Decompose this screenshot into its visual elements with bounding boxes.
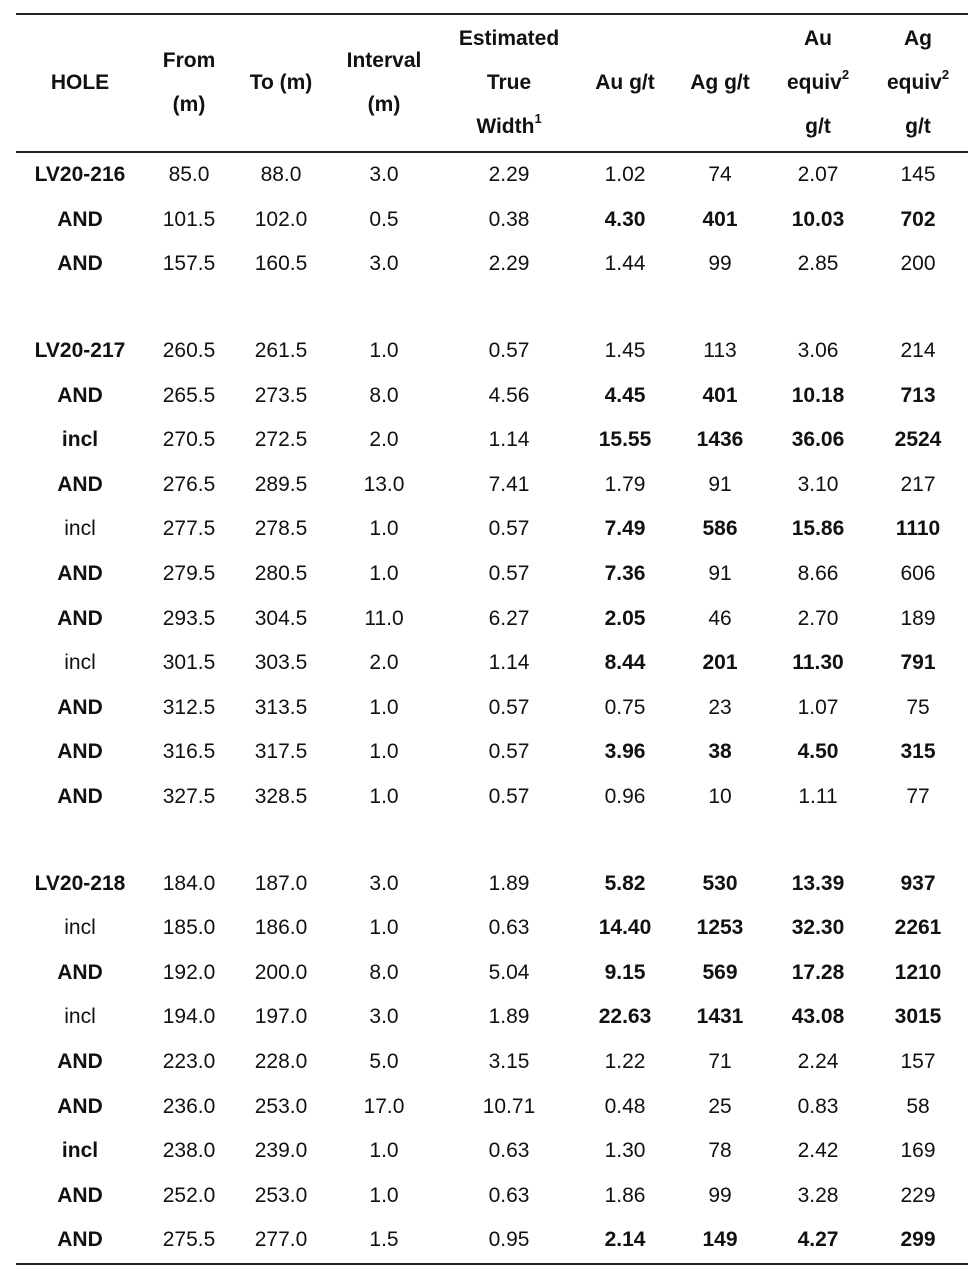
cell-ag-equiv: 315 [900,740,936,764]
cell-hole: AND [57,252,103,276]
cell-au-equiv: 2.85 [797,252,839,276]
table-row [16,1173,968,1218]
cell-hole: AND [57,1049,103,1073]
cell-au: 0.75 [604,695,646,719]
cell-interval: 1.0 [369,517,399,541]
cell-to: 289.5 [254,472,308,496]
cell-ag: 99 [708,1183,732,1207]
table-row [16,861,968,906]
cell-ag: 91 [708,472,732,496]
cell-from: 265.5 [162,383,216,407]
drill-results-table [16,13,968,1265]
cell-interval: 1.0 [369,1139,399,1163]
cell-hole: AND [57,472,103,496]
cell-interval: 2.0 [369,428,399,452]
spacer-row [16,819,968,861]
cell-to: 317.5 [254,740,308,764]
cell-to: 160.5 [254,252,308,276]
cell-au-equiv: 10.03 [791,207,845,231]
cell-au-equiv: 2.70 [797,606,839,630]
cell-interval: 1.0 [369,695,399,719]
cell-interval: 1.0 [369,740,399,764]
cell-ag: 401 [702,383,738,407]
cell-to: 253.0 [254,1183,308,1207]
cell-to: 313.5 [254,695,308,719]
cell-true-width: 7.41 [488,472,530,496]
cell-hole: incl [64,916,96,940]
cell-interval: 1.0 [369,562,399,586]
cell-true-width: 0.57 [488,517,530,541]
cell-hole: incl [64,1005,96,1029]
cell-true-width: 0.57 [488,339,530,363]
cell-from: 277.5 [162,517,216,541]
footnote-2-marker: 2 [941,67,950,82]
cell-ag-equiv: 713 [900,383,936,407]
cell-from: 185.0 [162,916,216,940]
cell-from: 236.0 [162,1094,216,1118]
cell-hole: AND [57,740,103,764]
spacer-cell [16,819,968,861]
cell-au-equiv: 36.06 [791,428,845,452]
cell-ag-equiv: 1110 [895,517,941,541]
cell-ag: 74 [708,163,732,187]
cell-ag-equiv: 58 [906,1094,930,1118]
cell-au-equiv: 2.07 [797,163,839,187]
table-row [16,329,968,374]
cell-interval: 3.0 [369,252,399,276]
cell-au-equiv: 0.83 [797,1094,839,1118]
cell-from: 279.5 [162,562,216,586]
cell-to: 261.5 [254,339,308,363]
cell-true-width: 0.63 [488,1139,530,1163]
cell-true-width: 1.14 [488,428,530,452]
cell-hole: LV20-218 [34,871,126,895]
cell-au-equiv: 1.07 [797,695,839,719]
cell-true-width: 1.14 [488,651,530,675]
cell-ag: 1253 [696,916,744,940]
cell-interval: 3.0 [369,1005,399,1029]
cell-from: 157.5 [162,252,216,276]
cell-au: 7.49 [604,517,646,541]
cell-interval: 8.0 [369,383,399,407]
table-row [16,373,968,418]
cell-au-equiv: 3.28 [797,1183,839,1207]
table-row [16,686,968,731]
cell-au: 0.48 [604,1094,646,1118]
cell-au-equiv: 1.11 [798,785,838,809]
cell-au: 0.96 [604,785,646,809]
cell-ag-equiv: 937 [900,871,936,895]
cell-true-width: 0.63 [488,1183,530,1207]
cell-ag: 25 [708,1094,732,1118]
cell-from: 312.5 [162,695,216,719]
cell-ag: 46 [708,606,732,630]
table-header [16,14,968,152]
header-au-equiv: Au equiv$^2$ g/t [768,14,868,152]
header-hole: HOLE [16,14,144,152]
cell-au: 1.44 [604,252,646,276]
cell-ag: 23 [708,695,732,719]
cell-ag: 1436 [696,428,744,452]
cell-au-equiv: 3.10 [797,472,839,496]
cell-ag-equiv: 2524 [894,428,942,452]
cell-true-width: 2.29 [488,252,530,276]
cell-interval: 11.0 [364,606,404,630]
cell-to: 277.0 [254,1228,308,1252]
cell-ag-equiv: 1210 [894,960,942,984]
cell-true-width: 0.57 [488,562,530,586]
cell-ag-equiv: 145 [900,163,936,187]
cell-hole: AND [57,562,103,586]
table-row [16,1040,968,1085]
cell-from: 301.5 [162,651,216,675]
cell-au: 1.79 [604,472,646,496]
table-body [16,152,968,1264]
cell-ag-equiv: 189 [900,606,936,630]
cell-au: 1.22 [604,1049,646,1073]
cell-ag: 113 [703,339,737,363]
header-au: Au g/t [578,14,672,152]
cell-au: 3.96 [604,740,646,764]
cell-ag: 569 [702,960,738,984]
table-row [16,951,968,996]
cell-to: 102.0 [254,207,308,231]
cell-to: 253.0 [254,1094,308,1118]
cell-true-width: 0.95 [488,1228,530,1252]
cell-from: 192.0 [162,960,216,984]
cell-hole: AND [57,1228,103,1252]
cell-hole: incl [61,1139,99,1163]
cell-from: 252.0 [162,1183,216,1207]
table-row [16,242,968,287]
cell-true-width: 5.04 [488,960,530,984]
cell-hole: AND [57,785,103,809]
cell-interval: 8.0 [369,960,399,984]
cell-au: 22.63 [598,1005,652,1029]
cell-au-equiv: 17.28 [791,960,845,984]
cell-from: 276.5 [162,472,216,496]
cell-from: 270.5 [162,428,216,452]
cell-interval: 13.0 [363,472,405,496]
cell-au: 7.36 [604,562,646,586]
cell-au: 1.02 [604,163,646,187]
cell-from: 327.5 [162,785,216,809]
cell-from: 85.0 [168,163,210,187]
cell-interval: 1.0 [369,785,399,809]
cell-to: 303.5 [254,651,308,675]
cell-ag-equiv: 157 [900,1049,936,1073]
cell-ag-equiv: 214 [900,339,936,363]
cell-true-width: 1.89 [488,871,530,895]
cell-to: 197.0 [254,1005,308,1029]
cell-interval: 2.0 [369,651,399,675]
cell-ag-equiv: 75 [906,695,930,719]
cell-to: 272.5 [254,428,308,452]
cell-au: 4.45 [604,383,646,407]
cell-interval: 5.0 [369,1049,399,1073]
cell-true-width: 4.56 [488,383,530,407]
cell-to: 278.5 [254,517,308,541]
cell-au-equiv: 4.50 [797,740,839,764]
cell-to: 239.0 [254,1139,308,1163]
table-row [16,730,968,775]
cell-au: 5.82 [604,871,646,895]
cell-ag-equiv: 2261 [894,916,942,940]
cell-ag: 99 [708,252,732,276]
cell-au: 2.14 [604,1228,646,1252]
cell-ag: 10 [708,785,732,809]
cell-ag: 78 [708,1139,732,1163]
table-row [16,507,968,552]
table-row [16,906,968,951]
cell-from: 223.0 [162,1049,216,1073]
table-row [16,1218,968,1264]
table-row [16,1084,968,1129]
table-row [16,198,968,243]
cell-au-equiv: 43.08 [791,1005,845,1029]
cell-ag-equiv: 606 [900,562,936,586]
cell-interval: 3.0 [369,163,399,187]
header-from: From (m) [144,14,234,152]
cell-to: 304.5 [254,606,308,630]
cell-true-width: 10.71 [482,1094,536,1118]
cell-au: 15.55 [598,428,652,452]
cell-hole: incl [64,517,96,541]
table-row [16,552,968,597]
cell-hole: AND [57,606,103,630]
table-row [16,152,968,198]
cell-interval: 1.5 [369,1228,399,1252]
cell-hole: incl [64,651,96,675]
cell-true-width: 0.57 [488,785,530,809]
cell-true-width: 2.29 [488,163,530,187]
cell-to: 88.0 [260,163,302,187]
table-row [16,641,968,686]
cell-ag: 38 [708,740,732,764]
cell-au: 4.30 [604,207,646,231]
cell-from: 194.0 [162,1005,216,1029]
cell-au: 14.40 [598,916,652,940]
cell-to: 328.5 [254,785,308,809]
cell-to: 228.0 [254,1049,308,1073]
cell-true-width: 1.89 [488,1005,530,1029]
cell-ag-equiv: 217 [900,472,936,496]
cell-hole: AND [57,960,103,984]
cell-hole: LV20-217 [34,339,126,363]
cell-ag: 586 [702,517,738,541]
cell-au-equiv: 13.39 [791,871,845,895]
cell-to: 186.0 [254,916,308,940]
cell-from: 316.5 [162,740,216,764]
cell-ag: 149 [702,1228,738,1252]
cell-au: 2.05 [604,606,646,630]
cell-ag: 71 [708,1049,732,1073]
header-ag-equiv: Ag equiv$^2$ g/t [868,14,968,152]
spacer-row [16,287,968,329]
cell-ag-equiv: 791 [900,651,936,675]
cell-to: 200.0 [254,960,308,984]
table-row [16,418,968,463]
cell-au-equiv: 11.30 [792,651,844,675]
cell-true-width: 0.63 [488,916,530,940]
cell-from: 238.0 [162,1139,216,1163]
cell-au-equiv: 4.27 [797,1228,839,1252]
cell-interval: 1.0 [369,1183,399,1207]
spacer-cell [16,287,968,329]
cell-interval: 1.0 [369,916,399,940]
cell-ag: 91 [708,562,732,586]
cell-from: 275.5 [162,1228,216,1252]
cell-true-width: 6.27 [488,606,530,630]
cell-to: 273.5 [254,383,308,407]
footnote-2-marker: 2 [841,67,850,82]
cell-au-equiv: 3.06 [797,339,839,363]
cell-ag-equiv: 229 [900,1183,936,1207]
cell-ag-equiv: 200 [900,252,936,276]
cell-ag-equiv: 702 [900,207,936,231]
cell-interval: 1.0 [369,339,399,363]
cell-ag: 201 [702,651,738,675]
header-row [16,14,968,152]
table-row [16,1129,968,1174]
cell-from: 260.5 [162,339,216,363]
table-row [16,463,968,508]
header-true-width: Estimated True Width$^1$ [440,14,578,152]
cell-ag-equiv: 3015 [894,1005,942,1029]
cell-au-equiv: 32.30 [791,916,845,940]
cell-from: 293.5 [162,606,216,630]
cell-hole: AND [57,207,103,231]
table-row [16,995,968,1040]
cell-au-equiv: 15.86 [791,517,845,541]
footnote-1-marker: 1 [534,111,542,126]
cell-to: 280.5 [254,562,308,586]
cell-interval: 17.0 [363,1094,405,1118]
cell-au-equiv: 10.18 [791,383,845,407]
header-interval: Interval (m) [328,14,440,152]
cell-ag-equiv: 169 [900,1139,936,1163]
cell-true-width: 0.38 [488,207,530,231]
cell-au: 1.86 [604,1183,646,1207]
cell-from: 101.5 [162,207,216,231]
cell-to: 187.0 [254,871,308,895]
cell-au: 1.30 [604,1139,646,1163]
cell-ag-equiv: 77 [906,785,930,809]
cell-ag: 1431 [696,1005,744,1029]
cell-ag-equiv: 299 [900,1228,936,1252]
cell-interval: 3.0 [369,871,399,895]
cell-hole: AND [57,695,103,719]
header-ag: Ag g/t [672,14,768,152]
cell-true-width: 3.15 [488,1049,530,1073]
cell-hole: incl [61,428,99,452]
cell-hole: AND [57,383,103,407]
cell-hole: AND [57,1094,103,1118]
cell-true-width: 0.57 [488,695,530,719]
cell-interval: 0.5 [369,207,399,231]
header-to: To (m) [234,14,328,152]
cell-au: 1.45 [604,339,646,363]
cell-au: 9.15 [604,960,646,984]
cell-au-equiv: 8.66 [797,562,839,586]
table-row [16,775,968,820]
cell-au-equiv: 2.24 [797,1049,839,1073]
cell-au: 8.44 [604,651,646,675]
cell-hole: AND [57,1183,103,1207]
cell-ag: 530 [702,871,738,895]
cell-hole: LV20-216 [34,163,126,187]
cell-true-width: 0.57 [488,740,530,764]
cell-from: 184.0 [162,871,216,895]
cell-au-equiv: 2.42 [797,1139,839,1163]
table-row [16,596,968,641]
cell-ag: 401 [702,207,738,231]
